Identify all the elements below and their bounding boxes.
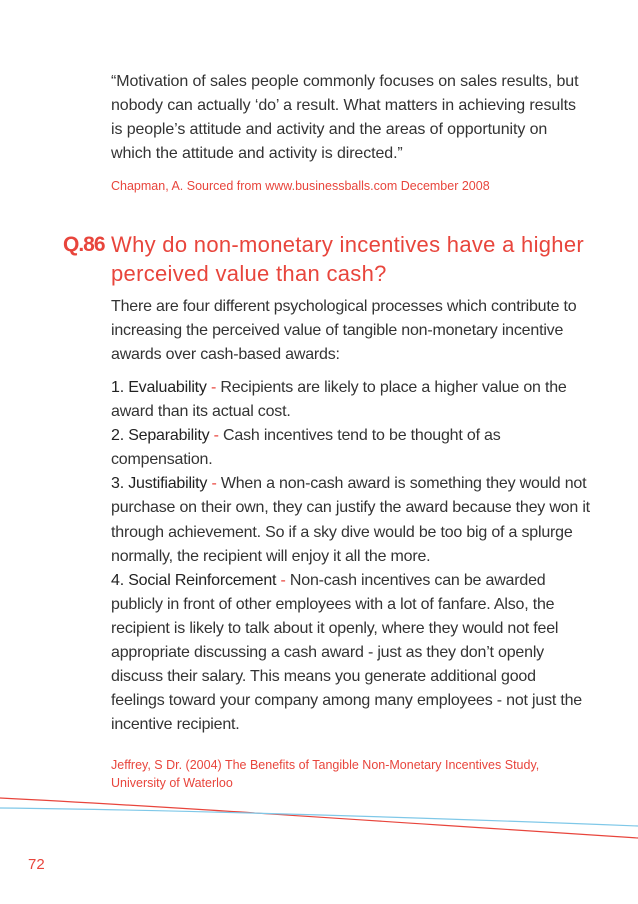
point-text: Recipients are likely to place a higher value on the award than its actual cost. — [111, 379, 567, 421]
opening-quote: “Motivation of sales people commonly focuses on sales results, but nobody can actually ‘do’ a result. What matters in achieving results is people’s attitude and activity and the areas of opportunity on which the attitude and activity is directed.” — [111, 73, 579, 162]
point-text: Non-cash incentives can be awarded publicly in front of other employees with a lot of fanfare. Also, the recipient is likely to talk about it openly, where they would not feel appropriate discussing a cash award - just as they don’t openly discuss their salary. This means you generate additional good feelings toward your company among many employees - not just the incentive recipient. — [111, 571, 583, 734]
point-term: 4. Social Reinforcement — [111, 571, 277, 589]
question-title: Why do non-monetary incentives have a higher perceived value than cash? — [111, 232, 585, 286]
process-list — [111, 376, 591, 737]
question-number: Q.86 — [63, 233, 105, 256]
decorative-line-red — [0, 798, 638, 838]
point-text: When a non-cash award is something they would not purchase on their own, they can justify the award because they won it through achievement. So if a sky dive would be too big of a splurge normally, the recipient will enjoy it all the more. — [111, 475, 590, 565]
point-term: 2. Separability — [111, 427, 210, 445]
list-item — [111, 472, 591, 568]
list-item — [111, 376, 591, 424]
point-term: 1. Evaluability — [111, 379, 207, 396]
decorative-lines — [0, 780, 638, 840]
question-intro: There are four different psychological processes which contribute to increasing the perceived value of tangible non-monetary incentive awards over cash-based awards: — [111, 298, 577, 363]
point-dash: - — [276, 571, 290, 589]
point-text: Cash incentives tend to be thought of as compensation. — [111, 427, 501, 469]
point-dash: - — [206, 379, 221, 396]
point-term: 3. Justifiability — [111, 475, 208, 493]
point-dash: - — [207, 475, 221, 493]
quote-source: Chapman, A. Sourced from www.businessballs.com December 2008 — [111, 179, 490, 193]
page-number: 72 — [28, 856, 45, 873]
reference-source: Jeffrey, S Dr. (2004) The Benefits of Tangible Non-Monetary Incentives Study, University of Waterloo — [111, 758, 540, 790]
list-item — [111, 424, 591, 472]
list-item — [111, 569, 591, 738]
point-dash: - — [209, 427, 224, 445]
